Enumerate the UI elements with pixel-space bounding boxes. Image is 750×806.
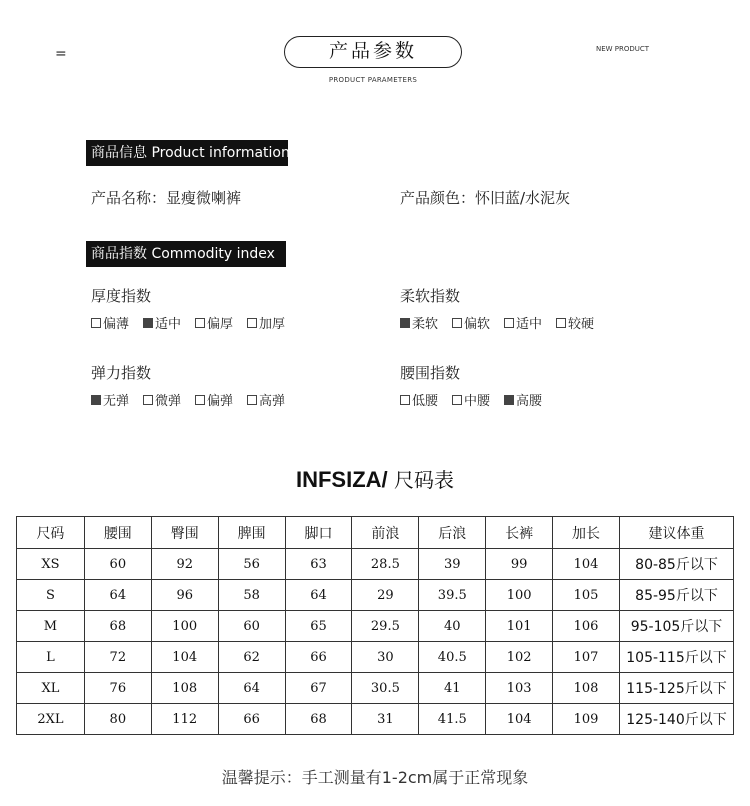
waist-index-options: [400, 390, 556, 409]
size-table: [16, 516, 734, 735]
table-cell: 104: [151, 642, 218, 673]
table-cell: 31: [352, 704, 419, 735]
index-option: [91, 313, 129, 332]
table-cell: 60: [84, 549, 151, 580]
index-option: [452, 390, 490, 409]
unchecked-box-icon: [556, 318, 566, 328]
new-product-label: NEW PRODUCT: [596, 45, 650, 53]
index-option: [195, 313, 233, 332]
table-cell: 108: [151, 673, 218, 704]
unchecked-box-icon: [195, 318, 205, 328]
table-cell: 101: [486, 611, 553, 642]
menu-icon[interactable]: =: [55, 46, 66, 62]
table-row: [17, 549, 734, 580]
index-option: [143, 313, 181, 332]
table-cell: 96: [151, 580, 218, 611]
table-header-row: [17, 517, 734, 549]
index-option: [91, 390, 129, 409]
index-option-label: 无弹: [103, 394, 130, 409]
table-cell: 64: [218, 673, 285, 704]
table-cell: 66: [218, 704, 285, 735]
index-option: [195, 390, 233, 409]
checked-box-icon: [504, 395, 514, 405]
unchecked-box-icon: [452, 318, 462, 328]
table-row: [17, 673, 734, 704]
table-header-cell: 臀围: [151, 517, 218, 549]
table-cell: 40.5: [419, 642, 486, 673]
index-option-label: 适中: [516, 317, 543, 332]
index-option: [504, 390, 542, 409]
thickness-index-title: 厚度指数: [91, 287, 152, 305]
table-cell: 30: [352, 642, 419, 673]
index-option-label: 微弹: [155, 394, 182, 409]
table-cell: 80-85斤以下: [620, 549, 734, 580]
table-cell: 66: [285, 642, 352, 673]
product-name: 产品名称：显瘦微喇裤: [91, 189, 242, 207]
table-cell: 68: [84, 611, 151, 642]
thickness-index-options: [91, 313, 299, 332]
commodity-index-bar: 商品指数 Commodity index: [86, 241, 286, 267]
table-cell: XS: [17, 549, 85, 580]
table-cell: 41.5: [419, 704, 486, 735]
checked-box-icon: [400, 318, 410, 328]
table-cell: 65: [285, 611, 352, 642]
table-cell: 40: [419, 611, 486, 642]
table-cell: 100: [151, 611, 218, 642]
unchecked-box-icon: [247, 318, 257, 328]
index-option-label: 适中: [155, 317, 182, 332]
table-header-cell: 腰围: [84, 517, 151, 549]
index-option-label: 柔软: [412, 317, 439, 332]
table-cell: 62: [218, 642, 285, 673]
table-cell: 112: [151, 704, 218, 735]
table-row: [17, 704, 734, 735]
table-cell: 107: [553, 642, 620, 673]
index-option-label: 偏薄: [103, 317, 130, 332]
table-cell: 76: [84, 673, 151, 704]
index-option: [247, 313, 285, 332]
elasticity-index-title: 弹力指数: [91, 364, 152, 382]
table-header-cell: 长裤: [486, 517, 553, 549]
table-cell: 63: [285, 549, 352, 580]
table-cell: 125-140斤以下: [620, 704, 734, 735]
unchecked-box-icon: [195, 395, 205, 405]
table-header-cell: 尺码: [17, 517, 85, 549]
index-option-label: 偏软: [464, 317, 491, 332]
table-cell: 80: [84, 704, 151, 735]
index-option: [556, 313, 594, 332]
table-cell: 95-105斤以下: [620, 611, 734, 642]
table-cell: 29: [352, 580, 419, 611]
index-option-label: 加厚: [259, 317, 286, 332]
table-cell: 30.5: [352, 673, 419, 704]
unchecked-box-icon: [400, 395, 410, 405]
table-cell: 39.5: [419, 580, 486, 611]
table-cell: 56: [218, 549, 285, 580]
unchecked-box-icon: [247, 395, 257, 405]
size-table-title: [0, 464, 750, 493]
table-header-cell: 后浪: [419, 517, 486, 549]
table-header-cell: 建议体重: [620, 517, 734, 549]
index-option-label: 中腰: [464, 394, 491, 409]
index-option: [400, 390, 438, 409]
table-cell: 105: [553, 580, 620, 611]
elasticity-index-options: [91, 390, 299, 409]
index-option: [452, 313, 490, 332]
checked-box-icon: [91, 395, 101, 405]
table-cell: 109: [553, 704, 620, 735]
page-title: 产品参数: [284, 36, 462, 68]
table-cell: 99: [486, 549, 553, 580]
table-cell: 108: [553, 673, 620, 704]
table-cell: 106: [553, 611, 620, 642]
table-cell: 60: [218, 611, 285, 642]
table-row: [17, 611, 734, 642]
table-cell: 115-125斤以下: [620, 673, 734, 704]
table-cell: 64: [285, 580, 352, 611]
softness-index-title: 柔软指数: [400, 287, 461, 305]
page-subtitle: PRODUCT PARAMETERS: [328, 76, 418, 84]
table-cell: 28.5: [352, 549, 419, 580]
unchecked-box-icon: [143, 395, 153, 405]
table-cell: 72: [84, 642, 151, 673]
table-cell: 100: [486, 580, 553, 611]
table-cell: XL: [17, 673, 85, 704]
table-cell: 67: [285, 673, 352, 704]
table-header-cell: 前浪: [352, 517, 419, 549]
table-cell: 64: [84, 580, 151, 611]
table-cell: 41: [419, 673, 486, 704]
index-option: [400, 313, 438, 332]
index-option-label: 偏厚: [207, 317, 234, 332]
product-color: 产品颜色：怀旧蓝/水泥灰: [400, 189, 571, 207]
table-cell: 92: [151, 549, 218, 580]
index-option: [143, 390, 181, 409]
table-cell: 104: [553, 549, 620, 580]
table-cell: 85-95斤以下: [620, 580, 734, 611]
measurement-tip: 温馨提示：手工测量有1-2cm属于正常现象: [221, 768, 529, 787]
unchecked-box-icon: [91, 318, 101, 328]
table-cell: 29.5: [352, 611, 419, 642]
size-table-brand: INFSIZA/: [295, 467, 388, 492]
table-cell: 104: [486, 704, 553, 735]
table-row: [17, 642, 734, 673]
table-cell: 68: [285, 704, 352, 735]
index-option-label: 高腰: [516, 394, 543, 409]
table-cell: 58: [218, 580, 285, 611]
table-cell: 102: [486, 642, 553, 673]
waist-index-title: 腰围指数: [400, 364, 461, 382]
index-option-label: 偏弹: [207, 394, 234, 409]
index-option: [504, 313, 542, 332]
table-cell: 39: [419, 549, 486, 580]
index-option-label: 高弹: [259, 394, 286, 409]
table-cell: L: [17, 642, 85, 673]
index-option: [247, 390, 285, 409]
table-cell: 105-115斤以下: [620, 642, 734, 673]
table-cell: 2XL: [17, 704, 85, 735]
product-info-bar: 商品信息 Product information: [86, 140, 288, 166]
table-cell: 103: [486, 673, 553, 704]
table-header-cell: 加长: [553, 517, 620, 549]
table-cell: M: [17, 611, 85, 642]
index-option-label: 较硬: [568, 317, 595, 332]
softness-index-options: [400, 313, 608, 332]
unchecked-box-icon: [452, 395, 462, 405]
table-row: [17, 580, 734, 611]
index-option-label: 低腰: [412, 394, 439, 409]
size-table-title-text: 尺码表: [387, 468, 455, 492]
checked-box-icon: [143, 318, 153, 328]
table-cell: S: [17, 580, 85, 611]
table-header-cell: 脾围: [218, 517, 285, 549]
unchecked-box-icon: [504, 318, 514, 328]
table-header-cell: 脚口: [285, 517, 352, 549]
